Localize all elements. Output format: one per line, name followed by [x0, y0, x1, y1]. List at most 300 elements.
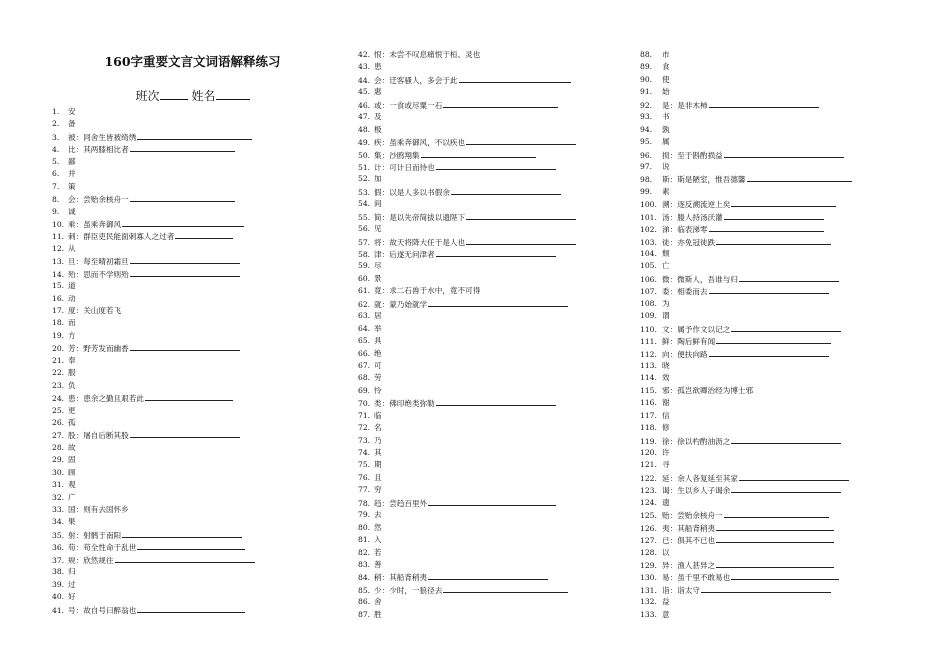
answer-line[interactable]: [716, 236, 831, 245]
item-number: 50.: [358, 150, 371, 160]
list-item: [358, 61, 576, 73]
item-word: 邪：: [662, 385, 678, 395]
list-item: [358, 571, 576, 583]
item-word: 少：: [374, 585, 390, 595]
item-word: 乘：: [68, 219, 84, 229]
item-number: 90.: [640, 74, 653, 84]
list-item: [640, 49, 852, 61]
item-word: 果: [68, 517, 76, 527]
item-word: 乃: [374, 435, 382, 445]
page-title: 160字重要文言文词语解释练习: [104, 54, 281, 69]
item-example: 便扶向路: [677, 349, 708, 359]
item-example: 亦免冠徒跌: [677, 237, 716, 247]
list-item: [52, 243, 255, 255]
item-word: 是：: [662, 100, 678, 110]
item-word: 归: [68, 567, 76, 577]
item-example: 屠自后断其股: [83, 431, 129, 441]
item-number: 58.: [358, 250, 371, 259]
item-example: 陶后鲜有闻: [677, 337, 716, 347]
item-number: 22.: [52, 368, 65, 378]
list-item: [52, 181, 255, 193]
item-example: 求二石兽于水中，竟不可得: [389, 286, 481, 296]
answer-line[interactable]: [716, 559, 834, 568]
list-item: [358, 99, 576, 111]
item-example: 其两膝相比者: [83, 145, 129, 155]
item-number: 72.: [358, 423, 371, 433]
item-number: 78.: [358, 498, 371, 508]
item-word: 食: [662, 62, 670, 72]
item-word: 徒：: [662, 237, 678, 247]
list-item: [640, 435, 852, 447]
list-item: [358, 422, 576, 434]
list-item: [358, 397, 576, 409]
answer-line[interactable]: [421, 149, 536, 158]
item-example: 是非木柿: [677, 100, 708, 110]
item-number: 21.: [52, 355, 65, 365]
list-item: [52, 591, 255, 603]
item-number: 70.: [358, 399, 371, 409]
item-word: 射：: [68, 530, 84, 540]
item-example: 欣然规往: [83, 555, 114, 565]
item-number: 48.: [358, 124, 371, 134]
list-item: [52, 317, 255, 329]
item-number: 124.: [640, 497, 657, 507]
item-example: 思而不学则殆: [83, 269, 129, 279]
item-word: 假：: [374, 187, 390, 197]
answer-line[interactable]: [130, 143, 235, 152]
item-number: 30.: [52, 467, 65, 477]
item-number: 92.: [640, 100, 653, 110]
list-item: [52, 467, 255, 479]
item-number: 76.: [358, 472, 371, 482]
list-item: [640, 385, 852, 397]
list-item: [358, 534, 576, 546]
answer-line[interactable]: [709, 223, 824, 232]
list-item: [358, 223, 576, 235]
list-item: [358, 335, 576, 347]
item-number: 63.: [358, 311, 371, 321]
item-word: 策: [68, 181, 76, 191]
item-number: 132.: [640, 597, 657, 607]
item-word: 及: [374, 112, 382, 122]
item-word: 谓: [662, 311, 670, 321]
item-word: 书: [662, 112, 670, 122]
item-example: 蒙乃始就学: [389, 299, 428, 309]
item-number: 47.: [358, 112, 371, 122]
list-item: [358, 385, 576, 397]
answer-line[interactable]: [130, 193, 235, 202]
item-number: 23.: [52, 380, 65, 390]
list-item: [52, 516, 255, 528]
item-example: 故自号曰醉翁也: [83, 605, 137, 615]
list-item: [640, 348, 852, 360]
item-number: 108.: [640, 298, 657, 308]
list-item: [640, 509, 852, 521]
answer-line[interactable]: [731, 323, 841, 332]
answer-line[interactable]: [724, 149, 844, 158]
list-item: [52, 566, 255, 578]
answer-line[interactable]: [724, 211, 824, 220]
item-word: 具: [374, 336, 382, 346]
item-number: 33.: [52, 505, 65, 514]
answer-line[interactable]: [739, 472, 849, 481]
list-item: [52, 106, 255, 118]
item-word: 津：: [374, 250, 390, 259]
answer-line[interactable]: [716, 522, 834, 531]
answer-line[interactable]: [443, 584, 568, 593]
list-item: [640, 248, 852, 260]
list-item: [640, 298, 852, 310]
answer-line[interactable]: [145, 392, 233, 401]
answer-line[interactable]: [122, 218, 244, 227]
answer-line[interactable]: [137, 604, 245, 613]
item-word: 见: [374, 224, 382, 234]
item-word: 意: [662, 609, 670, 619]
item-example: 群臣吏民能面刺寡人之过者: [83, 232, 175, 242]
answer-line[interactable]: [451, 186, 561, 195]
item-word: 间: [374, 199, 382, 209]
answer-line[interactable]: [716, 534, 834, 543]
item-example: 尝贻余核舟一: [677, 511, 723, 521]
list-item: [358, 136, 576, 148]
item-number: 43.: [358, 62, 371, 72]
list-item: [358, 323, 576, 335]
item-number: 117.: [640, 410, 657, 420]
answer-line[interactable]: [428, 298, 568, 307]
item-number: 20.: [52, 344, 65, 354]
item-number: 1.: [52, 107, 60, 116]
item-word: 比：: [68, 145, 84, 155]
answer-line[interactable]: [130, 342, 240, 351]
item-word: 趋：: [374, 498, 390, 508]
item-word: 会：: [374, 75, 390, 85]
item-number: 122.: [640, 473, 657, 483]
class-name-line: [60, 87, 325, 104]
item-example: 临表涕零: [677, 225, 708, 235]
list-item: [358, 559, 576, 571]
item-word: 损：: [662, 150, 678, 160]
answer-line[interactable]: [175, 230, 233, 239]
item-example: 关山度若飞: [83, 306, 122, 315]
item-number: 80.: [358, 522, 371, 532]
item-word: 将：: [374, 237, 390, 247]
item-number: 36.: [52, 543, 65, 553]
item-word: 期: [374, 460, 382, 470]
item-number: 49.: [358, 138, 371, 148]
item-word: 服: [68, 368, 76, 378]
item-word: 奉: [68, 355, 76, 365]
answer-line[interactable]: [709, 285, 829, 294]
answer-line[interactable]: [701, 584, 831, 593]
item-word: 尽: [374, 261, 382, 271]
answer-line[interactable]: [466, 211, 576, 220]
item-number: 121.: [640, 460, 657, 470]
item-number: 98.: [640, 175, 653, 185]
item-word: 夷：: [662, 523, 678, 533]
list-item: [640, 571, 852, 583]
list-item: [52, 579, 255, 591]
item-number: 95.: [640, 137, 653, 147]
item-number: 55.: [358, 212, 371, 222]
list-item: [358, 372, 576, 384]
item-word: 道: [68, 281, 76, 291]
item-word: 固: [68, 455, 76, 465]
answer-line[interactable]: [466, 136, 576, 145]
answer-line[interactable]: [731, 435, 841, 444]
list-item: [52, 405, 255, 417]
item-number: 27.: [52, 431, 65, 441]
list-item: [52, 143, 255, 155]
item-example: 佛印绝类弥勒: [389, 399, 435, 409]
item-word: 若: [374, 547, 382, 557]
item-number: 88.: [640, 50, 653, 59]
item-number: 66.: [358, 348, 371, 358]
item-example: 逐反溯流逆上矣: [677, 200, 731, 210]
list-item: [640, 372, 852, 384]
answer-line[interactable]: [436, 248, 556, 257]
item-example: 微斯人，吾谁与归: [677, 274, 738, 284]
list-item: [640, 534, 852, 546]
list-item: [640, 273, 852, 285]
item-number: 118.: [640, 423, 657, 433]
list-item: [640, 497, 852, 509]
item-word: 诣：: [662, 585, 678, 595]
list-item: [640, 584, 852, 596]
item-word: 苟：: [68, 543, 84, 553]
item-word: 从: [68, 243, 76, 253]
item-word: 类：: [374, 399, 390, 409]
answer-line[interactable]: [709, 348, 829, 357]
item-word: 集：: [374, 150, 390, 160]
column-2: [358, 49, 576, 621]
list-item: [358, 410, 576, 422]
item-example: 未尝不叹息痛恨于桓、灵也: [389, 50, 481, 59]
item-example: 是以先帝简拔以遗陛下: [389, 212, 466, 222]
item-number: 75.: [358, 460, 371, 470]
item-word: 度：: [68, 306, 84, 315]
item-example: 虽千里不敢易也: [677, 573, 731, 583]
item-word: 鄙: [68, 156, 76, 166]
item-word: 股：: [68, 431, 84, 441]
item-number: 3.: [52, 132, 60, 142]
answer-line[interactable]: [709, 99, 819, 108]
item-word: 怜: [374, 385, 382, 395]
list-item: [640, 459, 852, 471]
item-number: 40.: [52, 592, 65, 602]
item-example: 野芳发而幽香: [83, 344, 129, 354]
list-item: [358, 273, 576, 285]
item-word: 谢: [662, 398, 670, 408]
item-number: 125.: [640, 511, 657, 521]
item-number: 133.: [640, 609, 657, 619]
answer-line[interactable]: [428, 571, 548, 580]
item-word: 市: [662, 50, 670, 59]
item-number: 35.: [52, 530, 65, 540]
item-word: 被：: [68, 132, 84, 142]
item-word: 观: [68, 480, 76, 490]
class-blank[interactable]: [160, 89, 188, 100]
list-item: [52, 230, 255, 242]
item-word: 名: [374, 423, 382, 433]
answer-line[interactable]: [436, 161, 556, 170]
list-item: [358, 248, 576, 260]
answer-line[interactable]: [747, 173, 852, 182]
item-number: 11.: [52, 232, 65, 242]
list-item: [358, 161, 576, 173]
list-item: [358, 211, 576, 223]
item-number: 38.: [52, 567, 65, 577]
answer-line[interactable]: [731, 484, 841, 493]
item-number: 99.: [640, 186, 653, 196]
answer-line[interactable]: [739, 273, 839, 282]
list-item: [52, 193, 255, 205]
item-word: 斯：: [662, 175, 678, 185]
item-number: 42.: [358, 50, 371, 59]
item-number: 94.: [640, 124, 653, 134]
item-number: 54.: [358, 199, 371, 209]
answer-line[interactable]: [443, 99, 558, 108]
item-word: 以: [662, 547, 670, 557]
item-number: 7.: [52, 181, 60, 191]
list-item: [52, 342, 255, 354]
list-item: [358, 198, 576, 210]
list-item: [640, 86, 852, 98]
list-item: [52, 268, 255, 280]
item-number: 51.: [358, 162, 371, 172]
item-number: 109.: [640, 311, 657, 321]
list-item: [52, 255, 255, 267]
item-number: 24.: [52, 394, 65, 404]
item-example: 属予作文以记之: [677, 324, 731, 334]
item-number: 25.: [52, 405, 65, 415]
list-item: [358, 459, 576, 471]
item-word: 极: [374, 124, 382, 134]
list-item: [640, 323, 852, 335]
list-item: [640, 124, 852, 136]
answer-line[interactable]: [459, 74, 571, 83]
item-word: 加: [374, 174, 382, 184]
item-word: 负: [68, 380, 76, 390]
item-word: 许: [662, 448, 670, 457]
item-word: 更: [68, 405, 76, 415]
item-number: 41.: [52, 605, 65, 615]
answer-line[interactable]: [115, 554, 255, 563]
name-label: 姓名: [191, 89, 216, 103]
column-1: [52, 106, 255, 616]
list-item: [640, 596, 852, 608]
answer-line[interactable]: [731, 198, 836, 207]
item-number: 126.: [640, 523, 657, 533]
item-word: 孰: [662, 124, 670, 134]
item-number: 129.: [640, 560, 657, 570]
item-number: 13.: [52, 257, 65, 267]
item-word: 顾: [68, 467, 76, 477]
list-item: [52, 367, 255, 379]
item-number: 83.: [358, 559, 371, 569]
list-item: [358, 298, 576, 310]
item-number: 69.: [358, 385, 371, 395]
list-item: [358, 435, 576, 447]
answer-line[interactable]: [137, 131, 252, 140]
item-example: 孤岂欲卿治经为博士邪: [677, 385, 754, 395]
item-number: 131.: [640, 585, 657, 595]
answer-line[interactable]: [724, 509, 829, 518]
list-item: [640, 559, 852, 571]
item-word: 向：: [662, 349, 678, 359]
item-word: 竟：: [374, 286, 390, 296]
item-number: 96.: [640, 150, 653, 160]
answer-line[interactable]: [428, 497, 556, 506]
item-word: 溯：: [662, 200, 678, 210]
item-word: 说: [662, 161, 670, 171]
item-word: 且: [374, 472, 382, 482]
item-number: 61.: [358, 286, 371, 296]
answer-line[interactable]: [731, 571, 839, 580]
item-number: 4.: [52, 145, 60, 155]
list-item: [640, 211, 852, 223]
item-number: 31.: [52, 480, 65, 490]
answer-line[interactable]: [130, 255, 240, 264]
list-item: [358, 285, 576, 297]
answer-line[interactable]: [130, 429, 240, 438]
list-item: [640, 136, 852, 148]
item-number: 29.: [52, 455, 65, 465]
list-item: [640, 335, 852, 347]
item-example: 斯是陋室，惟吾德馨: [677, 175, 746, 185]
answer-line[interactable]: [436, 397, 556, 406]
item-number: 97.: [640, 161, 653, 171]
list-item: [52, 355, 255, 367]
answer-line[interactable]: [716, 335, 831, 344]
list-item: [52, 380, 255, 392]
item-word: 为: [662, 298, 670, 308]
item-word: 晓: [662, 360, 670, 370]
item-word: 始: [662, 87, 670, 97]
item-number: 67.: [358, 360, 371, 370]
item-example: 至于斟酌损益: [677, 150, 723, 160]
item-word: 居: [374, 311, 382, 321]
list-item: [52, 541, 255, 553]
list-item: [52, 479, 255, 491]
item-number: 44.: [358, 75, 371, 85]
list-item: [358, 86, 576, 98]
list-item: [640, 149, 852, 161]
answer-line[interactable]: [137, 541, 245, 550]
item-example: 尝贻余核舟一: [83, 195, 129, 205]
item-word: 胜: [374, 609, 382, 619]
item-word: 益: [662, 597, 670, 607]
item-word: 规：: [68, 555, 84, 565]
item-word: 患: [374, 62, 382, 72]
item-word: 贻：: [662, 511, 678, 521]
item-number: 6.: [52, 169, 60, 179]
item-word: 诚: [68, 206, 76, 216]
list-item: [52, 156, 255, 168]
list-item: [640, 260, 852, 272]
item-number: 5.: [52, 156, 60, 166]
item-example: 可计日而待也: [389, 162, 435, 172]
item-number: 101.: [640, 212, 657, 222]
answer-line[interactable]: [130, 268, 240, 277]
answer-line[interactable]: [122, 529, 242, 538]
answer-line[interactable]: [466, 236, 576, 245]
item-number: 81.: [358, 535, 371, 545]
item-number: 17.: [52, 306, 65, 315]
item-example: 后遂无问津者: [389, 250, 435, 259]
list-item: [640, 410, 852, 422]
name-blank[interactable]: [216, 89, 250, 100]
item-word: 微：: [662, 274, 678, 284]
